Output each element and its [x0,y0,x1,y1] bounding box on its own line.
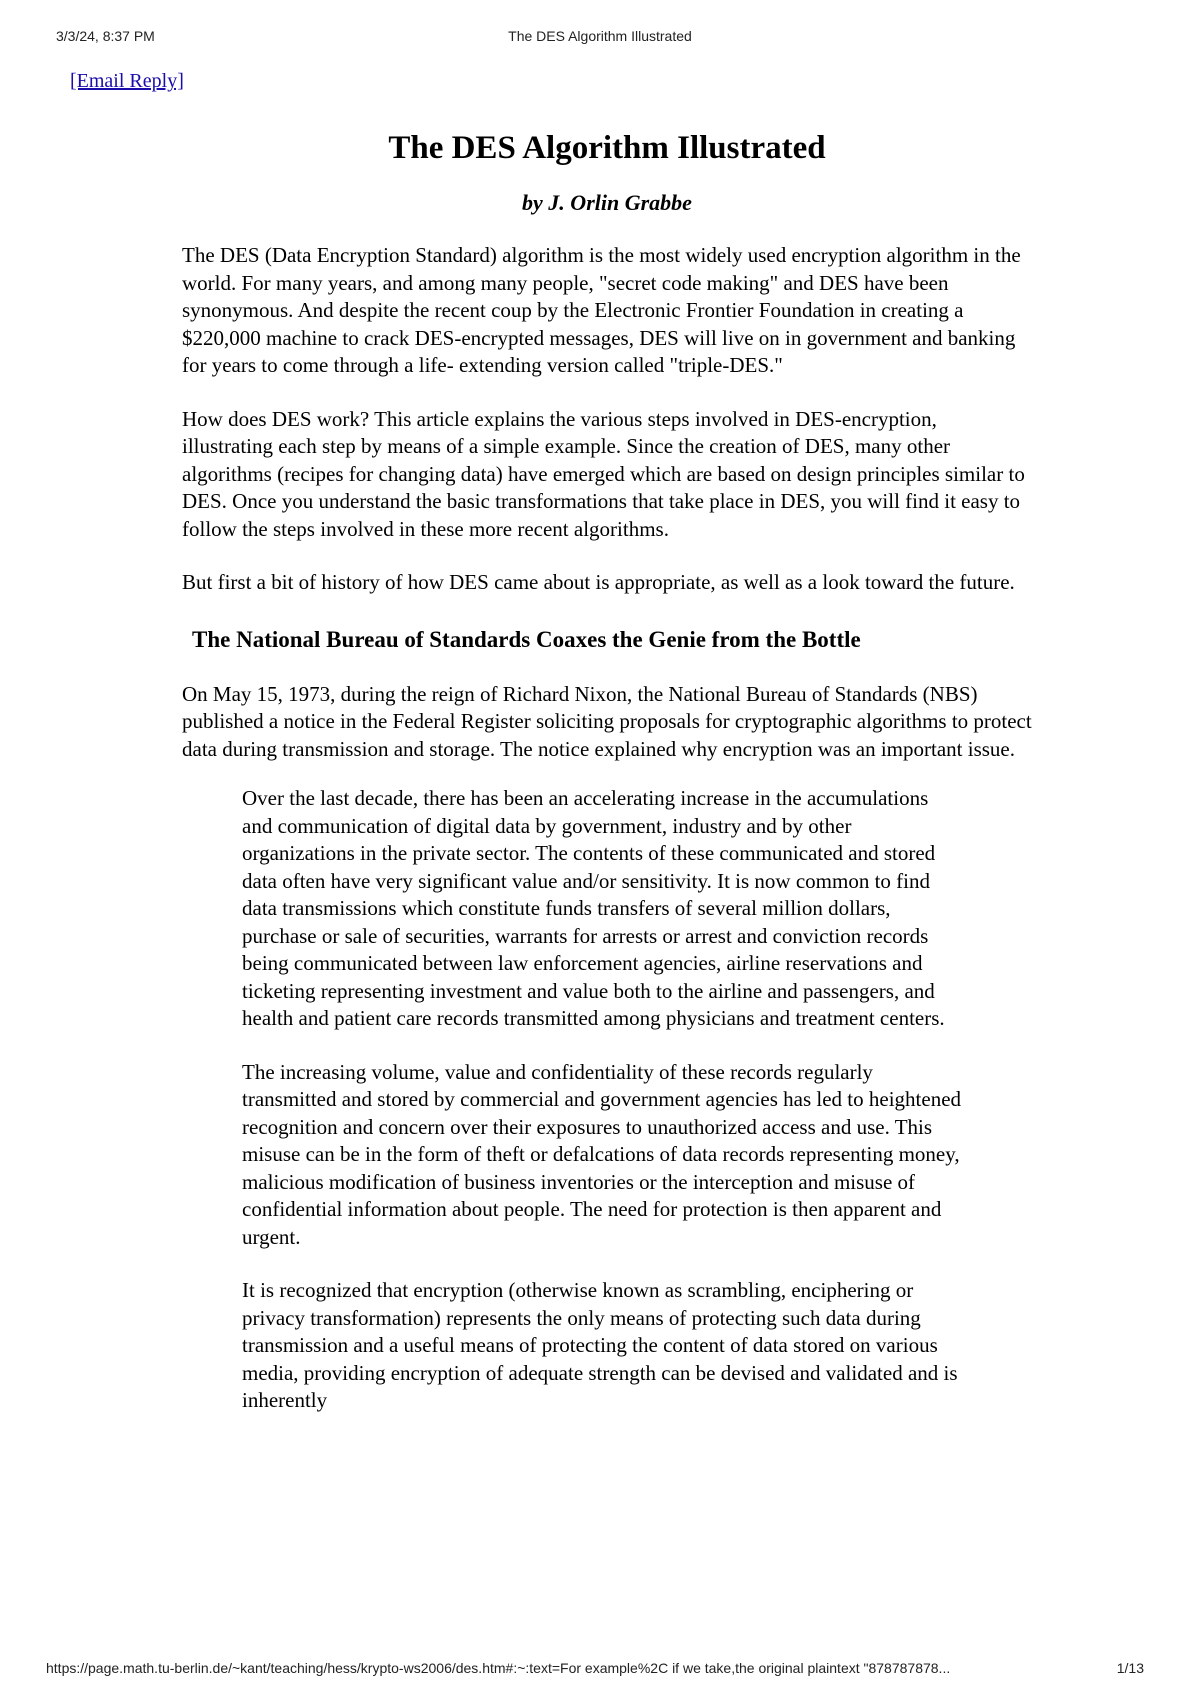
how-des-works-paragraph: How does DES work? This article explains the various steps involved in DES-encryption, illustrating each step by means of a simple example. Since the creation of DES, many other algorithms (recipes for changing data) have emerged which are based on design principles similar to DES. Once you understand the basic transformations that take place in DES, you will find it easy to follow the steps involved in these more recent algorithms. [182,406,1025,541]
section-heading: The National Bureau of Standards Coaxes the Genie from the Bottle [192,626,861,652]
print-source-url: https://page.math.tu-berlin.de/~kant/teaching/hess/krypto-ws2006/des.htm#:~:text=For example%2C if we take,the original plaintext "878787878... [46,1660,951,1676]
article-title: The DES Algorithm Illustrated [388,130,826,166]
email-reply-link[interactable]: [Email Reply] [70,70,184,92]
print-footer [46,1660,1144,1680]
quote-paragraph: It is recognized that encryption (otherwise known as scrambling, enciphering or privacy transformation) represents the only means of protecting such data during transmission and a useful means of protecting the content of data stored on various media, providing encryption of adequate strength can be devised and validated and is inherently [242,1278,958,1412]
intro-paragraph: The DES (Data Encryption Standard) algorithm is the most widely used encryption algorithm in the world. For many years, and among many people, "secret code making" and DES have been synonymous. And despite the recent coup by the Electronic Frontier Foundation in creating a $220,000 machine to crack DES-encrypted messages, DES will live on in government and banking for years to come through a life- extending version called "triple-DES." [182,243,1021,377]
print-header [56,28,1144,48]
article [182,120,1032,1415]
page-number: 1/13 [1116,1660,1144,1676]
nbs-notice-paragraph: On May 15, 1973, during the reign of Richard Nixon, the National Bureau of Standards (NBS) published a notice in the Federal Register soliciting proposals for cryptographic algorithms to protect data during transmission and storage. The notice explained why encryption was an important issue. [182,681,1032,761]
print-page-title: The DES Algorithm Illustrated [508,28,692,44]
quote-paragraph: The increasing volume, value and confidentiality of these records regularly transmitted and stored by commercial and government agencies has led to heightened recognition and concern over their exposures to unauthorized access and use. This misuse can be in the form of theft or defalcations of data records representing money, malicious modification of business inventories or the interception and misuse of confidential information about people. The need for protection is then apparent and urgent. [242,1059,962,1249]
article-byline: by J. Orlin Grabbe [522,190,692,215]
history-paragraph: But first a bit of history of how DES came about is appropriate, as well as a look toward the future. [182,570,1015,594]
print-date: 3/3/24, 8:37 PM [56,28,155,44]
federal-register-quote [242,785,962,1415]
quote-paragraph: Over the last decade, there has been an accelerating increase in the accumulations and communication of digital data by government, industry and by other organizations in the private sector. The contents of these communicated and stored data often have very significant value and/or sensitivity. It is now common to find data transmissions which constitute funds transfers of several million dollars, purchase or sale of securities, warrants for arrests or arrest and conviction records being communicated between law enforcement agencies, airline reservations and ticketing representing investment and value both to the airline and passengers, and health and patient care records transmitted among physicians and treatment centers. [242,786,945,1030]
